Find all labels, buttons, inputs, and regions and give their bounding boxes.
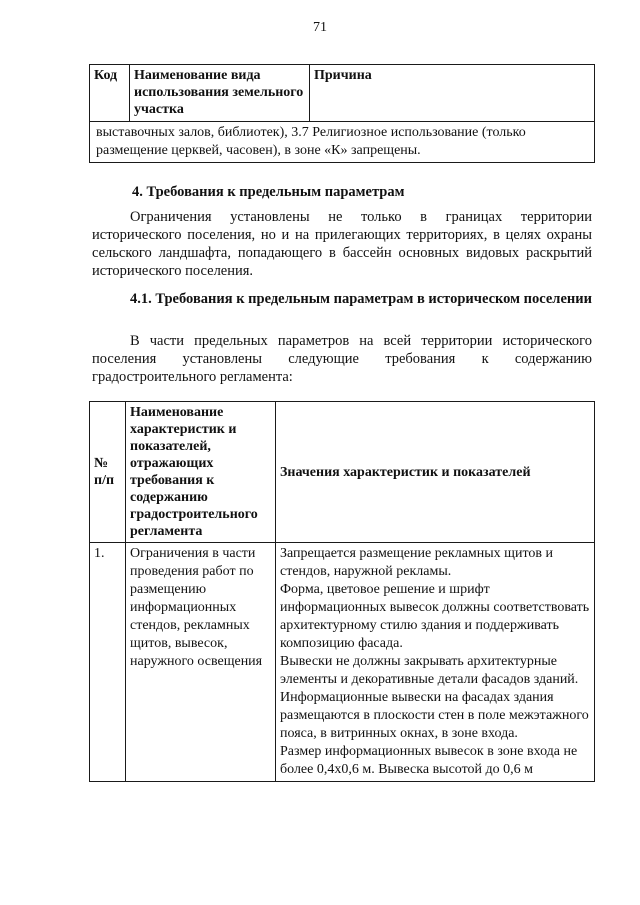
section-4-title: 4. Требования к предельным параметрам bbox=[132, 184, 405, 200]
column-header-values: Значения характеристик и показателей bbox=[276, 402, 595, 543]
section-4-paragraph: Ограничения установлены не только в границах территории исторического поселения, но и на прилегающих территориях, в целях охраны сельского ландшафта, попадающего в бассейн основных видовых раскрытий исторического поселения. bbox=[92, 209, 592, 279]
page-number: 71 bbox=[313, 20, 327, 35]
table-row bbox=[90, 543, 595, 782]
column-header-number: № п/п bbox=[90, 402, 126, 543]
value-item: Размер информационных вывесок в зоне входа не более 0,4х0,6 м. Вывеска высотой до 0,6 м bbox=[280, 744, 578, 777]
continuation-cell: выставочных залов, библиотек), 3.7 Религиозное использование (только размещение церквей, часовен), в зоне «К» запрещены. bbox=[90, 122, 595, 163]
section-4-1-paragraph: В части предельных параметров на всей территории исторического поселения установлены следующие требования к содержанию градостроительного регламента: bbox=[92, 333, 592, 385]
column-header-characteristic: Наименование характеристик и показателей, отражающих требования к содержанию градостроительного регламента bbox=[126, 402, 276, 543]
column-header-code: Код bbox=[90, 65, 130, 122]
row-characteristic: Ограничения в части проведения работ по размещению информационных стендов, рекламных щитов, вывесок, наружного освещения bbox=[126, 543, 276, 782]
table-header-row bbox=[90, 65, 595, 122]
table-row bbox=[90, 122, 595, 163]
column-header-reason: Причина bbox=[310, 65, 595, 122]
value-item: Вывески не должны закрывать архитектурные элементы и декоративные детали фасадов зданий. bbox=[280, 654, 579, 687]
row-number: 1. bbox=[90, 543, 126, 782]
row-values bbox=[276, 543, 595, 782]
value-item: Форма, цветовое решение и шрифт информационных вывесок должны соответствовать архитектурному стилю здания и поддерживать композицию фасада. bbox=[280, 582, 590, 651]
land-use-table bbox=[89, 64, 595, 163]
table-header-row bbox=[90, 402, 595, 543]
column-header-use-type: Наименование вида использования земельного участка bbox=[130, 65, 310, 122]
value-item: Информационные вывески на фасадах здания размещаются в плоскости стен в поле межэтажного пояса, в витринных окнах, в зоне входа. bbox=[280, 690, 589, 741]
requirements-table bbox=[89, 401, 595, 782]
value-item: Запрещается размещение рекламных щитов и стендов, наружной рекламы. bbox=[280, 546, 553, 579]
section-4-1-title: 4.1. Требования к предельным параметрам в историческом поселении bbox=[130, 291, 592, 307]
